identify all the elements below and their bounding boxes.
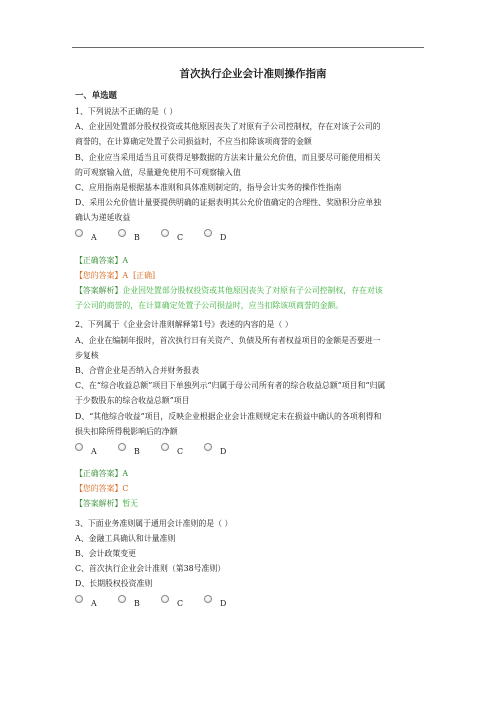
question-block [75, 317, 425, 515]
correct-answer-value: A [122, 255, 129, 265]
choice-text: A、企业在编制年报时，首次执行日有关资产、负债及所有者权益项目的金额是否要进一 [75, 335, 381, 345]
your-answer-label: 【您的答案】 [75, 270, 123, 280]
radio-button[interactable] [161, 229, 169, 237]
option-a[interactable] [75, 233, 118, 242]
answer-options [75, 230, 425, 246]
option-a[interactable] [75, 447, 118, 456]
choice-text: D、“其他综合收益”项目，反映企业根据企业会计准则规定未在损益中确认的各项利得和 [75, 411, 382, 421]
option-label: A [91, 233, 97, 243]
option-b[interactable] [118, 233, 161, 242]
choice-text: 损失扣除所得税影响后的净额 [75, 426, 178, 436]
option-c[interactable] [161, 599, 204, 608]
option-label: C [177, 599, 184, 609]
option-label: C [177, 446, 184, 456]
choice-text: B、企业应当采用适当且可获得足够数据的方法来计量公允价值，而且要尽可能使用相关 [75, 152, 381, 162]
radio-button[interactable] [204, 443, 212, 451]
choice-text: 确认为递延收益 [75, 213, 131, 223]
choice-text: A、金融工具确认和计量准则 [75, 533, 176, 543]
option-b[interactable] [118, 447, 161, 456]
answer-verdict: [正确] [133, 270, 156, 280]
option-label: C [177, 233, 184, 243]
correct-answer-value: A [122, 469, 129, 479]
choice-text: B、会计政策变更 [75, 549, 137, 559]
radio-button[interactable] [161, 595, 169, 603]
section-heading: 一、单选题 [75, 90, 117, 100]
choice-text: 商誉的，在计算确定处置子公司损益时，不应当扣除该项商誉的金额 [75, 137, 312, 147]
option-a[interactable] [75, 599, 118, 608]
option-b[interactable] [118, 599, 161, 608]
choice-text: D、采用公允价值计量要提供明确的证据表明其公允价值确定的合理性、奖励积分应单独 [75, 198, 382, 208]
option-label: A [91, 446, 97, 456]
explanation-label: 【答案解析】 [75, 286, 123, 296]
choice-text: 步复核 [75, 350, 99, 360]
radio-button[interactable] [75, 595, 83, 603]
answer-explanation [75, 283, 425, 298]
option-label: B [134, 446, 140, 456]
explanation-text: 子公司的商誉的，在计算确定处置子公司损益时，应当扣除该项商誉的金额。 [75, 301, 344, 311]
option-label: D [220, 233, 227, 243]
question-block [75, 104, 425, 317]
radio-button[interactable] [204, 595, 212, 603]
your-answer [75, 481, 425, 496]
correct-answer-label: 【正确答案】 [75, 255, 123, 265]
option-c[interactable] [161, 233, 204, 242]
your-answer [75, 268, 425, 283]
document-page [75, 66, 425, 619]
answer-options [75, 596, 425, 612]
explanation-text: 企业因处置部分股权投资或其他原因丧失了对原有子公司控制权，存在对该 [122, 286, 383, 296]
option-label: D [220, 446, 227, 456]
radio-button[interactable] [161, 443, 169, 451]
option-label: B [134, 599, 140, 609]
question-stem: 3、下面业务准则属于通用会计准则的是（ ） [75, 518, 233, 528]
question-list [75, 104, 425, 612]
document-title: 首次执行企业会计准则操作指南 [179, 68, 327, 80]
answer-options [75, 443, 425, 459]
option-label: D [220, 599, 227, 609]
choice-text: 于少数股东的综合收益总额”项目 [75, 396, 190, 406]
question-stem: 1、下列说法不正确的是（ ） [75, 107, 178, 116]
choice-text: C、首次执行企业会计准则（第38号准则） [75, 564, 226, 574]
choice-text: A、企业因处置部分股权投资或其他原因丧失了对原有子公司控制权，存在对该子公司的 [75, 122, 381, 132]
radio-button[interactable] [118, 595, 126, 603]
choice-text: 的可观察输入值，尽量避免使用不可观察输入值 [75, 167, 241, 177]
your-answer-value: C [122, 484, 129, 494]
radio-button[interactable] [204, 229, 212, 237]
correct-answer [75, 466, 425, 481]
option-d[interactable] [204, 599, 247, 608]
question-block [75, 516, 425, 612]
your-answer-label: 【您的答案】 [75, 484, 123, 494]
answer-explanation [75, 496, 425, 511]
answer-explanation [75, 298, 425, 313]
option-label: A [91, 599, 97, 609]
choice-text: B、合营企业是否纳入合并财务报表 [75, 366, 200, 376]
radio-button[interactable] [75, 229, 83, 237]
radio-button[interactable] [118, 229, 126, 237]
correct-answer [75, 253, 425, 268]
radio-button[interactable] [118, 443, 126, 451]
radio-button[interactable] [75, 443, 83, 451]
your-answer-value: A [122, 270, 129, 280]
option-label: B [134, 233, 140, 243]
explanation-label: 【答案解析】 [75, 499, 123, 509]
option-d[interactable] [204, 447, 247, 456]
choice-text: D、长期股权投资准则 [75, 579, 153, 589]
correct-answer-label: 【正确答案】 [75, 469, 123, 479]
question-stem: 2、下列属于《企业会计准则解释第1号》表述的内容的是（ ） [75, 320, 293, 330]
choice-text: C、应用指南是根据基本准则和具体准则制定的，指导会计实务的操作性指南 [75, 183, 342, 193]
header-rule [72, 47, 424, 48]
option-c[interactable] [161, 447, 204, 456]
option-d[interactable] [204, 233, 247, 242]
explanation-text: 暂无 [122, 499, 139, 509]
choice-text: C、在“综合收益总额”项目下单独列示“归属于母公司所有者的综合收益总额”项目和“归属 [75, 381, 386, 391]
